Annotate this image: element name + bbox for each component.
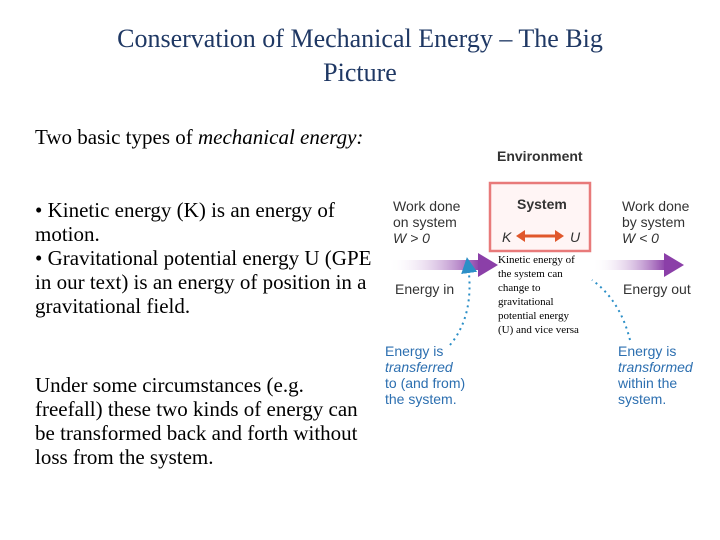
slide-title-line-2: Picture	[323, 58, 397, 87]
kinetic-energy-note: Kinetic energy of the system can change to gravitational potential energy (U) and vice versa	[498, 254, 579, 336]
transferred-line-2: transferred	[385, 359, 453, 375]
work-by-system-label	[622, 198, 689, 246]
transferred-line-1: Energy is	[385, 343, 444, 359]
work-on-line-2: on system	[393, 214, 457, 230]
intro-prefix: Two basic types of	[35, 125, 198, 149]
transformed-line-3: within the	[618, 375, 678, 391]
transferred-dotted-arrow	[450, 265, 470, 345]
transformed-line-2: transformed	[618, 359, 693, 375]
intro-emphasis: mechanical energy:	[198, 125, 364, 149]
slide-title-line-1: Conservation of Mechanical Energy – The Big	[117, 24, 603, 53]
transformed-line-4: system.	[618, 391, 667, 407]
bullet-kinetic: • Kinetic energy (K) is an energy of motion.	[35, 198, 335, 246]
energy-in-arrow	[388, 253, 498, 277]
energy-transformed-label	[618, 343, 693, 407]
k-label: K	[502, 229, 512, 245]
transformed-line-1: Energy is	[618, 343, 677, 359]
transferred-line-3: to (and from)	[385, 375, 466, 391]
work-on-line-3: W > 0	[393, 230, 430, 246]
closing-text: Under some circumstances (e.g. freefall) these two kinds of energy can be transformed back and forth without loss from the system.	[35, 373, 358, 469]
system-label: System	[517, 196, 567, 212]
work-by-line-3: W < 0	[622, 230, 659, 246]
work-on-line-1: Work done	[393, 198, 461, 214]
work-on-system-label	[393, 198, 460, 246]
environment-label: Environment	[497, 148, 583, 164]
energy-diagram	[380, 140, 710, 430]
u-label: U	[570, 229, 581, 245]
energy-in-label: Energy in	[395, 281, 455, 297]
energy-transferred-label	[385, 343, 465, 407]
energy-out-arrow	[592, 253, 684, 277]
energy-out-label: Energy out	[623, 281, 691, 297]
work-by-line-1: Work done	[622, 198, 690, 214]
transferred-line-4: the system.	[385, 391, 457, 407]
slide-title	[60, 22, 660, 90]
work-by-line-2: by system	[622, 214, 686, 230]
bullet-gravitational: • Gravitational potential energy U (GPE in our text) is an energy of position in a gravitational field.	[35, 246, 372, 318]
bullet-list	[35, 198, 385, 318]
intro-text	[35, 125, 365, 149]
